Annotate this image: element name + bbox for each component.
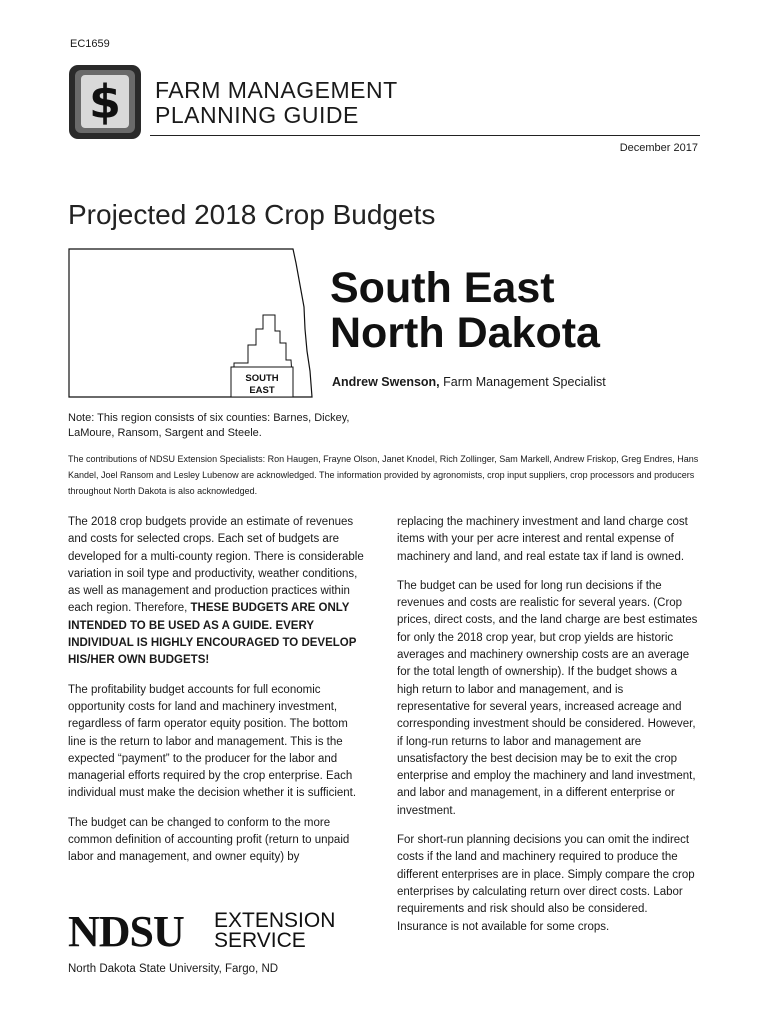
body-column-right xyxy=(397,514,699,948)
paragraph-long-run: The budget can be used for long run decisions if the revenues and costs are realistic for several years. (Crop prices, direct costs, and the land charge are best estimates for only the 2018 crop year, but crop yields are historic averages and machinery ownership costs are an average for the total length of ownership). If the budget shows a high return to labor and management, and is representative for several years, increased acreage and corresponding investment should be considered. However, if long-run returns to labor and management are unsatisfactory the best decision may be to exit the crop enterprise and employ the machinery and land investment, and labor and management, in a different enterprise or investment. xyxy=(397,579,698,817)
region-note: Note: This region consists of six counties: Barnes, Dickey, LaMoure, Ransom, Sargent and Steele. xyxy=(68,412,350,439)
author-role: Farm Management Specialist xyxy=(439,375,606,389)
brand-line-1: FARM MANAGEMENT xyxy=(155,77,398,103)
ndsu-extension-logo xyxy=(68,906,358,954)
intro-text: The 2018 crop budgets provide an estimate of revenues and costs for selected crops. Each set of budgets are developed for a multi-county region. There is considerable variation in soil type and productivity, weather conditions, as well as management and production practices within each region. Therefore, xyxy=(68,516,364,615)
header-rule xyxy=(150,135,700,136)
paragraph-short-run: For short-run planning decisions you can omit the indirect costs if the land and machinery required to produce the different enterprises are in place. Simply compare the crop enterprises by calculating return over direct costs. Labor requirements and risk should also be considered. Insurance is not available for some crops. xyxy=(397,834,695,933)
publication-date: December 2017 xyxy=(619,142,698,154)
region-title xyxy=(330,266,600,356)
north-dakota-map xyxy=(68,245,330,403)
extension-wordmark: EXTENSION xyxy=(214,909,336,932)
svg-text:$: $ xyxy=(88,75,122,129)
contributions-text: The contributions of NDSU Extension Specialists: Ron Haugen, Frayne Olson, Janet Knodel, Rich Zollinger, Sam Markell, Andrew Friskop, Greg Endres, Hans Kandel, Joel Ransom and Lesley Lubenow are acknowledged. The information provided by agronomists, crop input suppliers, crop processors and producers throughout North Dakota is also acknowledged. xyxy=(68,454,699,496)
document-title: Projected 2018 Crop Budgets xyxy=(68,199,436,230)
region-title-line-1: South East xyxy=(330,264,555,312)
guide-brand xyxy=(155,78,398,128)
map-label-south: SOUTH xyxy=(245,373,279,384)
map-label-east: EAST xyxy=(249,385,275,396)
paragraph-profitability: The profitability budget accounts for full economic opportunity costs for land and machinery investment, regardless of farm operator equity position. The bottom line is the return to labor and management. This is the expected “payment” to the producer for the labor and managerial efforts required by the crop enterprise. Each individual must make the decision whether it is sufficient. xyxy=(68,683,357,800)
publication-code: EC1659 xyxy=(70,38,110,50)
paragraph-intro xyxy=(68,514,368,670)
service-wordmark: SERVICE xyxy=(214,929,306,952)
guide-warning: THESE BUDGETS ARE ONLY INTENDED TO BE USED AS A GUIDE. EVERY INDIVIDUAL IS HIGHLY ENCOURAGED TO DEVELOP HIS/HER OWN BUDGETS! xyxy=(68,602,357,667)
region-title-line-2: North Dakota xyxy=(330,309,600,357)
paragraph-accounting: The budget can be changed to conform to the more common definition of accounting profit (return to unpaid labor and management, and owner equity) by xyxy=(68,816,350,864)
author-line xyxy=(332,375,606,389)
ndsu-wordmark: NDSU xyxy=(68,907,184,954)
paragraph-replacing: replacing the machinery investment and land charge cost items with your per acre interest and rental expense of machinery and land, and real estate tax if land is owned. xyxy=(397,516,688,563)
footer-text: North Dakota State University, Fargo, ND xyxy=(68,963,279,975)
brand-line-2: PLANNING GUIDE xyxy=(155,102,359,128)
body-column-left xyxy=(68,514,368,879)
dollar-logo-icon xyxy=(68,64,142,140)
author-name: Andrew Swenson, xyxy=(332,375,440,389)
